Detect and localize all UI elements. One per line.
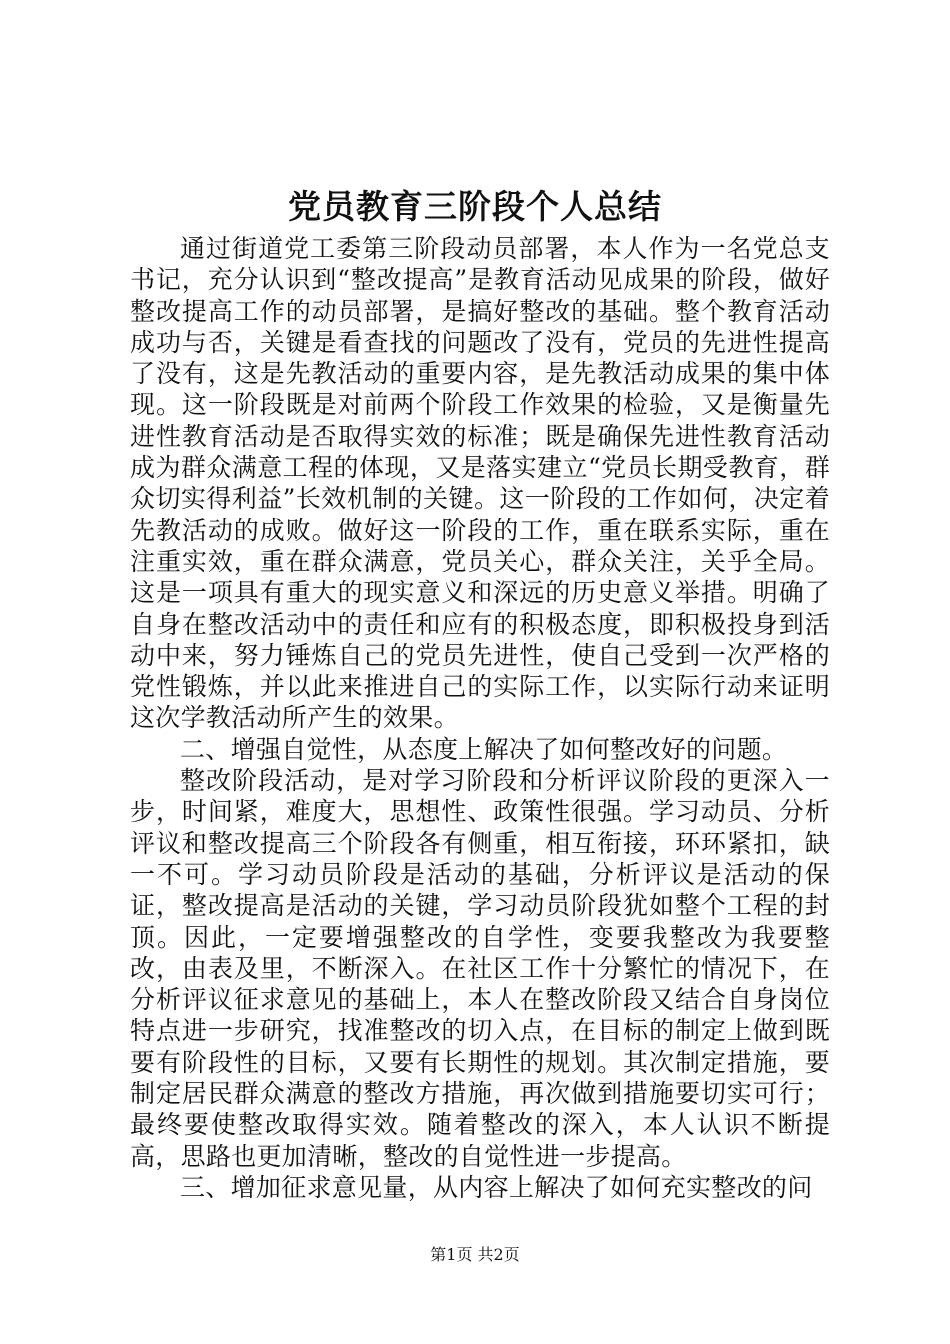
document-title: 党员教育三阶段个人总结 bbox=[288, 187, 662, 226]
page-number-footer: 第1页 共2页 bbox=[430, 1245, 520, 1264]
section-heading-3: 三、增加征求意见量，从内容上解决了如何充实整改的问 bbox=[180, 1172, 813, 1202]
paragraph-section-2: 整改阶段活动，是对学习阶段和分析评议阶段的更深入一步，时间紧，难度大，思想性、政策性很强。学习动员、分析评议和整改提高三个阶段各有侧重，相互衔接，环环紧扣，缺一不可。学习动员阶段是活动的基础，分析评议是活动的保证，整改提高是活动的关键，学习动员阶段犹如整个工程的封顶。因此，一定要增强整改的自学性，变要我整改为我要整改，由表及里，不断深入。在社区工作十分繁忙的情况下，在分析评议征求意见的基础上，本人在整改阶段又结合自身岗位特点进一步研究，找准整改的切入点，在目标的制定上做到既要有阶段性的目标，又要有长期性的规划。其次制定措施，要制定居民群众满意的整改方措施，再次做到措施要切实可行；最终要使整改取得实效。随着整改的深入，本人认识不断提高，思路也更加清晰，整改的自觉性进一步提高。 bbox=[130, 766, 830, 1171]
paragraph-intro: 通过街道党工委第三阶段动员部署，本人作为一名党总支书记，充分认识到“整改提高”是教育活动见成果的阶段，做好整改提高工作的动员部署，是搞好整改的基础。整个教育活动成功与否，关键是看查找的问题改了没有，党员的先进性提高了没有，这是先教活动的重要内容，是先教活动成果的集中体现。这一阶段既是对前两个阶段工作效果的检验，又是衡量先进性教育活动是否取得实效的标准；既是确保先进性教育活动成为群众满意工程的体现，又是落实建立“党员长期受教育，群众切实得利益”长效机制的关键。这一阶段的工作如何，决定着先教活动的成败。做好这一阶段的工作，重在联系实际，重在注重实效，重在群众满意，党员关心，群众关注，关乎全局。这是一项具有重大的现实意义和深远的历史意义举措。明确了自身在整改活动中的责任和应有的积极态度，即积极投身到活动中来，努力锤炼自己的党员先进性，使自己受到一次严格的党性锻炼，并以此来推进自己的实际工作，以实际行动来证明这次学教活动所产生的效果。 bbox=[130, 234, 830, 733]
section-heading-2: 二、增强自觉性，从态度上解决了如何整改好的问题。 bbox=[180, 734, 788, 764]
document-body bbox=[130, 233, 830, 1203]
